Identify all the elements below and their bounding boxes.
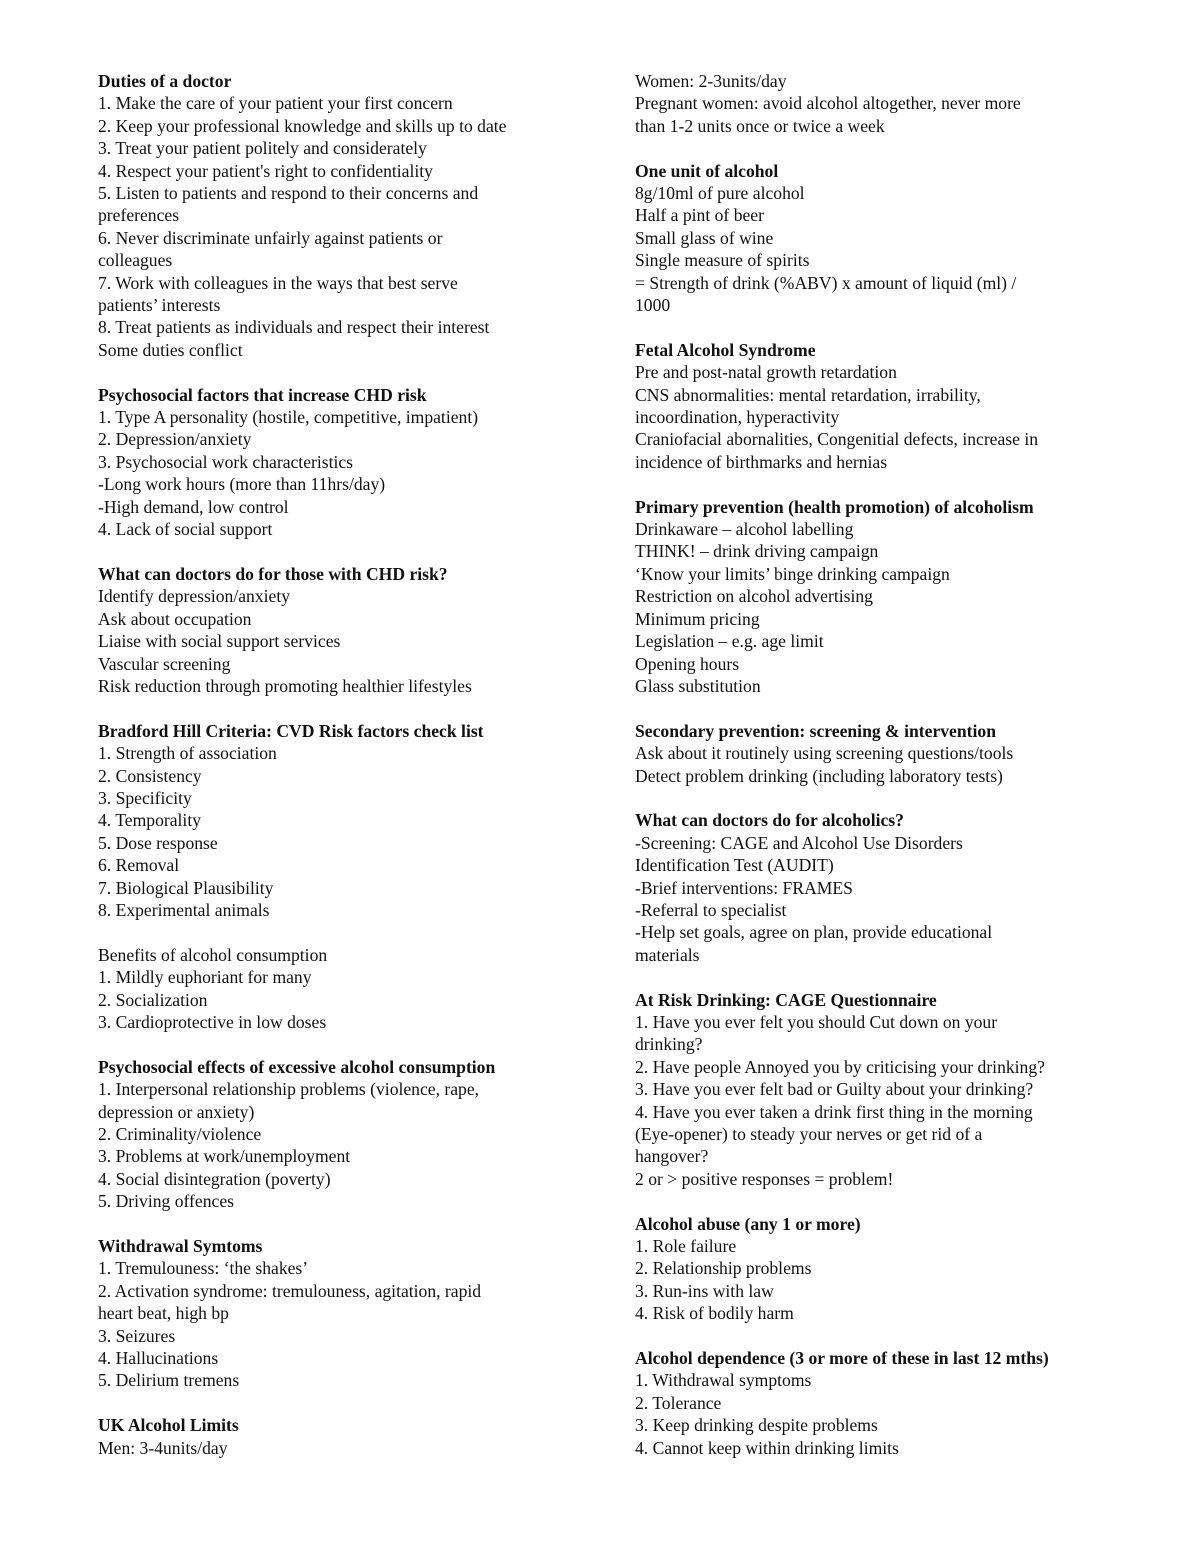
section-heading: Psychosocial factors that increase CHD risk <box>98 384 427 405</box>
text-line: 1. Mildly euphoriant for many <box>98 967 312 988</box>
section-one-unit-of-alcohol <box>635 160 1105 317</box>
text-line: heart beat, high bp <box>98 1303 229 1324</box>
section-benefits-of-alcohol-consumption <box>98 944 568 1034</box>
text-line: 4. Cannot keep within drinking limits <box>635 1437 899 1458</box>
text-line: Minimum pricing <box>635 608 760 629</box>
section-heading: UK Alcohol Limits <box>98 1415 239 1436</box>
text-line: Glass substitution <box>635 675 761 696</box>
right-column <box>635 70 1105 1459</box>
text-line: -Referral to specialist <box>635 899 787 920</box>
text-line: than 1-2 units once or twice a week <box>635 115 885 136</box>
section-at-risk-drinking-cage-questionnaire <box>635 989 1105 1191</box>
text-line: 6. Never discriminate unfairly against patients or <box>98 227 443 248</box>
text-line: Detect problem drinking (including laboratory tests) <box>635 765 1003 786</box>
text-line: 3. Keep drinking despite problems <box>635 1415 878 1436</box>
section-heading: Primary prevention (health promotion) of alcoholism <box>635 496 1034 517</box>
section-heading: Bradford Hill Criteria: CVD Risk factors check list <box>98 720 484 741</box>
text-line: 2. Depression/anxiety <box>98 429 252 450</box>
text-line: 1. Make the care of your patient your first concern <box>98 93 453 114</box>
section-withdrawal-symtoms <box>98 1235 568 1392</box>
text-line: Opening hours <box>635 653 740 674</box>
section-secondary-prevention-screening-intervent <box>635 720 1105 787</box>
text-line: Identify depression/anxiety <box>98 586 291 607</box>
text-line: CNS abnormalities: mental retardation, irrability, <box>635 384 981 405</box>
text-line: Ask about it routinely using screening questions/tools <box>635 743 1014 764</box>
text-line: 2. Tolerance <box>635 1392 722 1413</box>
text-line: 1. Tremulouness: ‘the shakes’ <box>98 1258 309 1279</box>
text-line: 4. Have you ever taken a drink first thing in the morning <box>635 1101 1033 1122</box>
text-line: 1. Withdrawal symptoms <box>635 1370 812 1391</box>
text-line: Pregnant women: avoid alcohol altogether, never more <box>635 93 1021 114</box>
text-line: 1. Type A personality (hostile, competitive, impatient) <box>98 407 479 428</box>
text-line: hangover? <box>635 1146 709 1167</box>
section-heading: Fetal Alcohol Syndrome <box>635 339 816 360</box>
section-fetal-alcohol-syndrome <box>635 339 1105 473</box>
section-heading: Alcohol dependence (3 or more of these in last 12 mths) <box>635 1348 1049 1369</box>
text-line: Benefits of alcohol consumption <box>98 944 328 965</box>
text-line: 1. Role failure <box>635 1236 737 1257</box>
text-line: 8. Treat patients as individuals and respect their interest <box>98 317 490 338</box>
text-line: 4. Social disintegration (poverty) <box>98 1168 331 1189</box>
text-line: drinking? <box>635 1034 703 1055</box>
section-psychosocial-effects-of-excessive-alcoho <box>98 1056 568 1213</box>
text-line: 3. Have you ever felt bad or Guilty about your drinking? <box>635 1079 1034 1100</box>
text-line: 1000 <box>635 295 671 316</box>
text-line: 1. Strength of association <box>98 743 277 764</box>
text-line: 4. Hallucinations <box>98 1348 219 1369</box>
text-line: Pre and post-natal growth retardation <box>635 362 897 383</box>
text-line: 5. Delirium tremens <box>98 1370 240 1391</box>
text-line: Restriction on alcohol advertising <box>635 586 873 607</box>
text-line: -Screening: CAGE and Alcohol Use Disorders <box>635 832 963 853</box>
text-line: 3. Specificity <box>98 787 192 808</box>
text-line: 2. Socialization <box>98 989 208 1010</box>
text-line: 8g/10ml of pure alcohol <box>635 183 805 204</box>
text-line: -Long work hours (more than 11hrs/day) <box>98 474 386 495</box>
text-line: 3. Seizures <box>98 1325 176 1346</box>
section-heading: Psychosocial effects of excessive alcohol consumption <box>98 1056 496 1077</box>
text-line: colleagues <box>98 250 173 271</box>
text-line: -Brief interventions: FRAMES <box>635 877 853 898</box>
text-line: Drinkaware – alcohol labelling <box>635 519 854 540</box>
text-line: 3. Cardioprotective in low doses <box>98 1012 327 1032</box>
section-psychosocial-factors-that-increase-chd-r <box>98 384 568 541</box>
text-line: THINK! – drink driving campaign <box>635 541 879 562</box>
section-what-can-doctors-do-for-alcoholics <box>635 809 1105 966</box>
text-line: 2. Have people Annoyed you by criticising your drinking? <box>635 1056 1045 1077</box>
text-line: Women: 2-3units/day <box>635 71 787 91</box>
text-line: 1. Have you ever felt you should Cut down on your <box>635 1011 998 1032</box>
text-line: Craniofacial abornalities, Congenitial defects, increase in <box>635 429 1039 450</box>
text-line: 2. Keep your professional knowledge and skills up to date <box>98 115 507 136</box>
text-line: ‘Know your limits’ binge drinking campaign <box>635 563 950 584</box>
text-line: 3. Psychosocial work characteristics <box>98 451 354 472</box>
text-line: incidence of birthmarks and hernias <box>635 451 888 472</box>
section-alcohol-abuse-any-1-or-more <box>635 1213 1105 1325</box>
text-line: materials <box>635 944 700 965</box>
text-line: 7. Biological Plausibility <box>98 877 274 898</box>
text-line: preferences <box>98 205 180 226</box>
text-line: 5. Listen to patients and respond to their concerns and <box>98 183 479 204</box>
text-line: Liaise with social support services <box>98 631 341 652</box>
text-line: Legislation – e.g. age limit <box>635 631 824 652</box>
text-line: 5. Driving offences <box>98 1191 234 1212</box>
section-women-2-3units-day <box>635 70 1105 137</box>
text-line: incoordination, hyperactivity <box>635 407 840 428</box>
section-heading: What can doctors do for alcoholics? <box>635 810 904 831</box>
text-line: 2. Consistency <box>98 765 202 786</box>
text-line: patients’ interests <box>98 295 221 316</box>
section-heading: Alcohol abuse (any 1 or more) <box>635 1213 861 1234</box>
text-line: 5. Dose response <box>98 832 218 853</box>
text-line: (Eye-opener) to steady your nerves or get rid of a <box>635 1124 983 1144</box>
section-what-can-doctors-do-for-those-with-chd-r <box>98 563 568 697</box>
text-line: 7. Work with colleagues in the ways that best serve <box>98 272 458 293</box>
section-heading: Secondary prevention: screening & intervention <box>635 720 996 741</box>
text-line: 4. Temporality <box>98 810 202 831</box>
text-line: Identification Test (AUDIT) <box>635 855 834 876</box>
text-line: 2 or > positive responses = problem! <box>635 1168 894 1189</box>
text-line: 6. Removal <box>98 855 180 876</box>
text-line: Some duties conflict <box>98 339 243 360</box>
text-line: -High demand, low control <box>98 496 289 517</box>
text-line: Men: 3-4units/day <box>98 1437 228 1458</box>
section-heading: One unit of alcohol <box>635 160 779 181</box>
text-line: Half a pint of beer <box>635 205 764 226</box>
text-line: 2. Criminality/violence <box>98 1124 262 1145</box>
text-line: 3. Problems at work/unemployment <box>98 1146 351 1167</box>
text-line: 4. Risk of bodily harm <box>635 1303 794 1324</box>
text-line: Single measure of spirits <box>635 250 810 271</box>
text-line: Ask about occupation <box>98 608 252 629</box>
text-line: Risk reduction through promoting healthier lifestyles <box>98 675 472 696</box>
text-line: Small glass of wine <box>635 227 774 248</box>
text-line: 4. Respect your patient's right to confidentiality <box>98 160 433 181</box>
section-alcohol-dependence-3-or-more-of-these-in <box>635 1347 1105 1459</box>
section-heading: At Risk Drinking: CAGE Questionnaire <box>635 989 937 1010</box>
text-line: depression or anxiety) <box>98 1101 255 1122</box>
section-duties-of-a-doctor <box>98 70 568 361</box>
section-heading: Withdrawal Symtoms <box>98 1236 263 1257</box>
text-line: Vascular screening <box>98 653 231 674</box>
text-line: 8. Experimental animals <box>98 899 270 920</box>
text-line: 2. Activation syndrome: tremulouness, agitation, rapid <box>98 1280 482 1301</box>
section-bradford-hill-criteria-cvd-risk-factors- <box>98 720 568 922</box>
section-uk-alcohol-limits <box>98 1414 568 1459</box>
text-line: = Strength of drink (%ABV) x amount of liquid (ml) / <box>635 272 1017 293</box>
section-heading: What can doctors do for those with CHD risk? <box>98 563 448 584</box>
left-column <box>98 70 568 1459</box>
text-line: 1. Interpersonal relationship problems (violence, rape, <box>98 1079 480 1100</box>
section-heading: Duties of a doctor <box>98 71 232 91</box>
text-line: 2. Relationship problems <box>635 1258 812 1279</box>
text-line: 3. Run-ins with law <box>635 1280 774 1301</box>
text-line: -Help set goals, agree on plan, provide educational <box>635 922 993 943</box>
text-line: 4. Lack of social support <box>98 519 273 540</box>
text-line: 3. Treat your patient politely and considerately <box>98 138 427 159</box>
section-primary-prevention-health-promotion-of-a <box>635 496 1105 698</box>
